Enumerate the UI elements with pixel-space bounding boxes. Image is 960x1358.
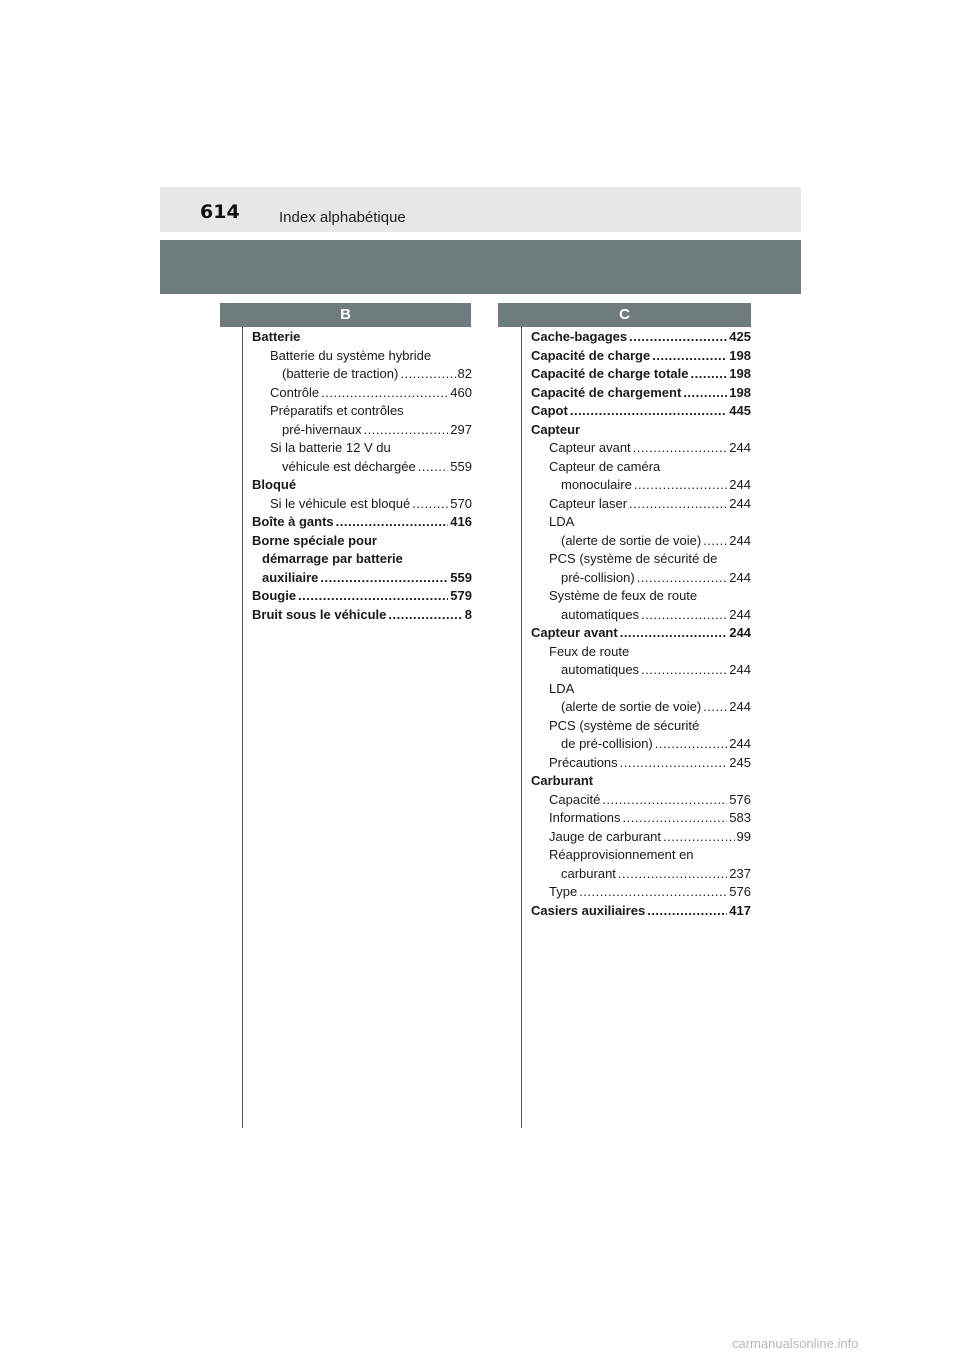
index-entry (531, 495, 751, 514)
index-heading: LDA (549, 514, 575, 529)
index-entry (531, 365, 751, 384)
index-entry (531, 902, 751, 921)
index-heading: LDA (549, 680, 575, 696)
dot-leader (641, 661, 727, 680)
index-entry (531, 809, 751, 828)
entry-label: Capteur avant (531, 625, 618, 640)
index-entry (252, 384, 472, 403)
page-number: 614 (200, 201, 240, 223)
entry-page-number: 244 (729, 495, 751, 511)
entry-page-number: 576 (729, 791, 751, 807)
entry-page-number: 460 (450, 384, 472, 400)
index-entry (531, 476, 751, 495)
dot-leader (320, 569, 448, 588)
watermark: carmanualsonline.info (732, 1336, 859, 1351)
section-letter-c: C (498, 303, 751, 327)
dot-leader (655, 735, 728, 754)
entry-page-number: 297 (450, 421, 472, 437)
entry-label: Capacité de charge (531, 347, 651, 363)
entry-label: Bruit sous le véhicule (252, 606, 387, 622)
entry-label: Bougie (252, 588, 297, 603)
index-entry (531, 624, 751, 643)
entry-page-number: 244 (729, 625, 751, 640)
index-heading: démarrage par batterie (262, 551, 403, 566)
entry-label: Capacité (549, 791, 601, 807)
entry-label: carburant (561, 865, 616, 881)
index-entry (531, 532, 751, 551)
entry-page-number: 237 (729, 865, 751, 881)
entry-page-number: 579 (450, 588, 472, 603)
entry-label: Boîte à gants (252, 514, 334, 529)
entry-page-number: 244 (729, 662, 751, 677)
index-entry (531, 735, 751, 754)
entry-label: (batterie de traction) (282, 366, 399, 381)
entry-page-number: 244 (729, 606, 751, 622)
entry-label: pré-hivernaux (282, 421, 362, 437)
index-heading: Batterie (252, 329, 301, 344)
dot-leader (633, 439, 728, 458)
entry-page-number: 576 (729, 884, 751, 899)
index-entry (531, 402, 751, 421)
entry-label: Type (549, 884, 578, 899)
entry-page-number: 244 (729, 736, 751, 751)
dot-leader (634, 476, 727, 495)
dot-leader (623, 809, 728, 828)
entry-page-number: 82 (457, 366, 472, 381)
index-entry (531, 384, 751, 403)
dot-leader (364, 421, 449, 440)
index-heading: Si la batterie 12 V du (270, 440, 391, 455)
entry-page-number: 245 (729, 754, 751, 770)
entry-page-number: 570 (450, 495, 472, 511)
dot-leader (321, 384, 448, 403)
entry-label: automatiques (561, 606, 640, 622)
index-entry (531, 347, 751, 366)
entry-label: Si le véhicule est bloqué (270, 495, 411, 511)
index-entry (252, 421, 472, 440)
entry-label: véhicule est déchargée (282, 458, 416, 474)
entry-page-number: 425 (729, 329, 751, 344)
index-entry (252, 606, 472, 625)
entry-page-number: 559 (450, 458, 472, 474)
entry-page-number: 244 (729, 477, 751, 492)
entry-label: Capot (531, 403, 568, 418)
entry-label: Casiers auxiliaires (531, 902, 646, 918)
dot-leader (703, 698, 727, 717)
entry-page-number: 244 (729, 569, 751, 585)
index-entry (531, 828, 751, 847)
entry-page-number: 559 (450, 569, 472, 585)
index-entry (531, 661, 751, 680)
entry-page-number: 416 (450, 514, 472, 529)
entry-label: Informations (549, 810, 621, 825)
dot-leader (703, 532, 727, 551)
index-entry (252, 587, 472, 606)
page-title: Index alphabétique (279, 209, 406, 226)
index-entry (531, 439, 751, 458)
index-heading: Bloqué (252, 477, 297, 492)
dot-leader (602, 791, 727, 810)
entry-label: (alerte de sortie de voie) (561, 699, 702, 714)
dot-leader (629, 328, 727, 347)
index-heading: Préparatifs et contrôles (270, 403, 404, 418)
index-heading: Carburant (531, 773, 594, 788)
entry-label: de pré-collision) (561, 736, 653, 751)
dot-leader (691, 365, 728, 384)
index-entry (531, 569, 751, 588)
index-entry (531, 865, 751, 884)
index-column-c (531, 328, 751, 920)
index-heading: Capteur (531, 421, 581, 437)
index-heading: Feux de route (549, 643, 630, 659)
index-heading: Batterie du système hybride (270, 347, 432, 363)
entry-page-number: 198 (729, 384, 751, 400)
index-entry (531, 754, 751, 773)
index-entry (531, 883, 751, 902)
entry-label: Jauge de carburant (549, 828, 662, 844)
entry-page-number: 99 (736, 828, 751, 844)
entry-label: automatiques (561, 662, 640, 677)
section-band (160, 240, 801, 294)
index-entry (252, 569, 472, 588)
dot-leader (570, 402, 727, 421)
index-entry (252, 513, 472, 532)
entry-page-number: 244 (729, 699, 751, 714)
entry-label: Cache-bagages (531, 329, 628, 344)
index-entry (531, 606, 751, 625)
dot-leader (647, 902, 727, 921)
index-heading: Système de feux de route (549, 588, 698, 603)
entry-page-number: 198 (729, 366, 751, 381)
entry-label: Précautions (549, 754, 618, 770)
entry-label: pré-collision) (561, 569, 635, 585)
index-heading: PCS (système de sécurité (549, 717, 700, 733)
dot-leader (336, 513, 449, 532)
index-heading: Borne spéciale pour (252, 532, 377, 548)
entry-page-number: 8 (464, 606, 472, 622)
column-divider-middle (521, 310, 522, 1128)
entry-label: Capacité de charge totale (531, 366, 689, 381)
entry-label: (alerte de sortie de voie) (561, 532, 702, 548)
dot-leader (412, 495, 448, 514)
section-letter-b: B (220, 303, 471, 327)
entry-label: Contrôle (270, 384, 320, 400)
index-entry (531, 328, 751, 347)
entry-page-number: 417 (729, 902, 751, 918)
dot-leader (641, 606, 727, 625)
index-entry (252, 365, 472, 384)
dot-leader (663, 828, 735, 847)
column-divider-left (242, 310, 243, 1128)
entry-label: Capteur laser (549, 495, 628, 511)
entry-page-number: 244 (729, 532, 751, 548)
entry-page-number: 244 (729, 440, 751, 455)
dot-leader (618, 865, 727, 884)
index-heading: PCS (système de sécurité de (549, 551, 718, 566)
dot-leader (400, 365, 455, 384)
index-entry (531, 698, 751, 717)
dot-leader (652, 347, 727, 366)
dot-leader (620, 754, 728, 773)
dot-leader (388, 606, 462, 625)
dot-leader (298, 587, 448, 606)
entry-page-number: 198 (729, 347, 751, 363)
entry-label: monoculaire (561, 477, 632, 492)
entry-page-number: 445 (729, 403, 751, 418)
entry-label: Capacité de chargement (531, 384, 682, 400)
dot-leader (637, 569, 728, 588)
dot-leader (579, 883, 727, 902)
page-header (160, 187, 801, 232)
index-entry (252, 495, 472, 514)
dot-leader (629, 495, 727, 514)
index-entry (252, 458, 472, 477)
entry-label: Capteur avant (549, 440, 631, 455)
entry-page-number: 583 (729, 810, 751, 825)
index-column-b (252, 328, 472, 624)
dot-leader (683, 384, 727, 403)
index-entry (531, 791, 751, 810)
entry-label: auxiliaire (262, 569, 319, 585)
index-heading: Réapprovisionnement en (549, 847, 694, 862)
dot-leader (418, 458, 449, 477)
dot-leader (620, 624, 728, 643)
index-heading: Capteur de caméra (549, 458, 661, 474)
